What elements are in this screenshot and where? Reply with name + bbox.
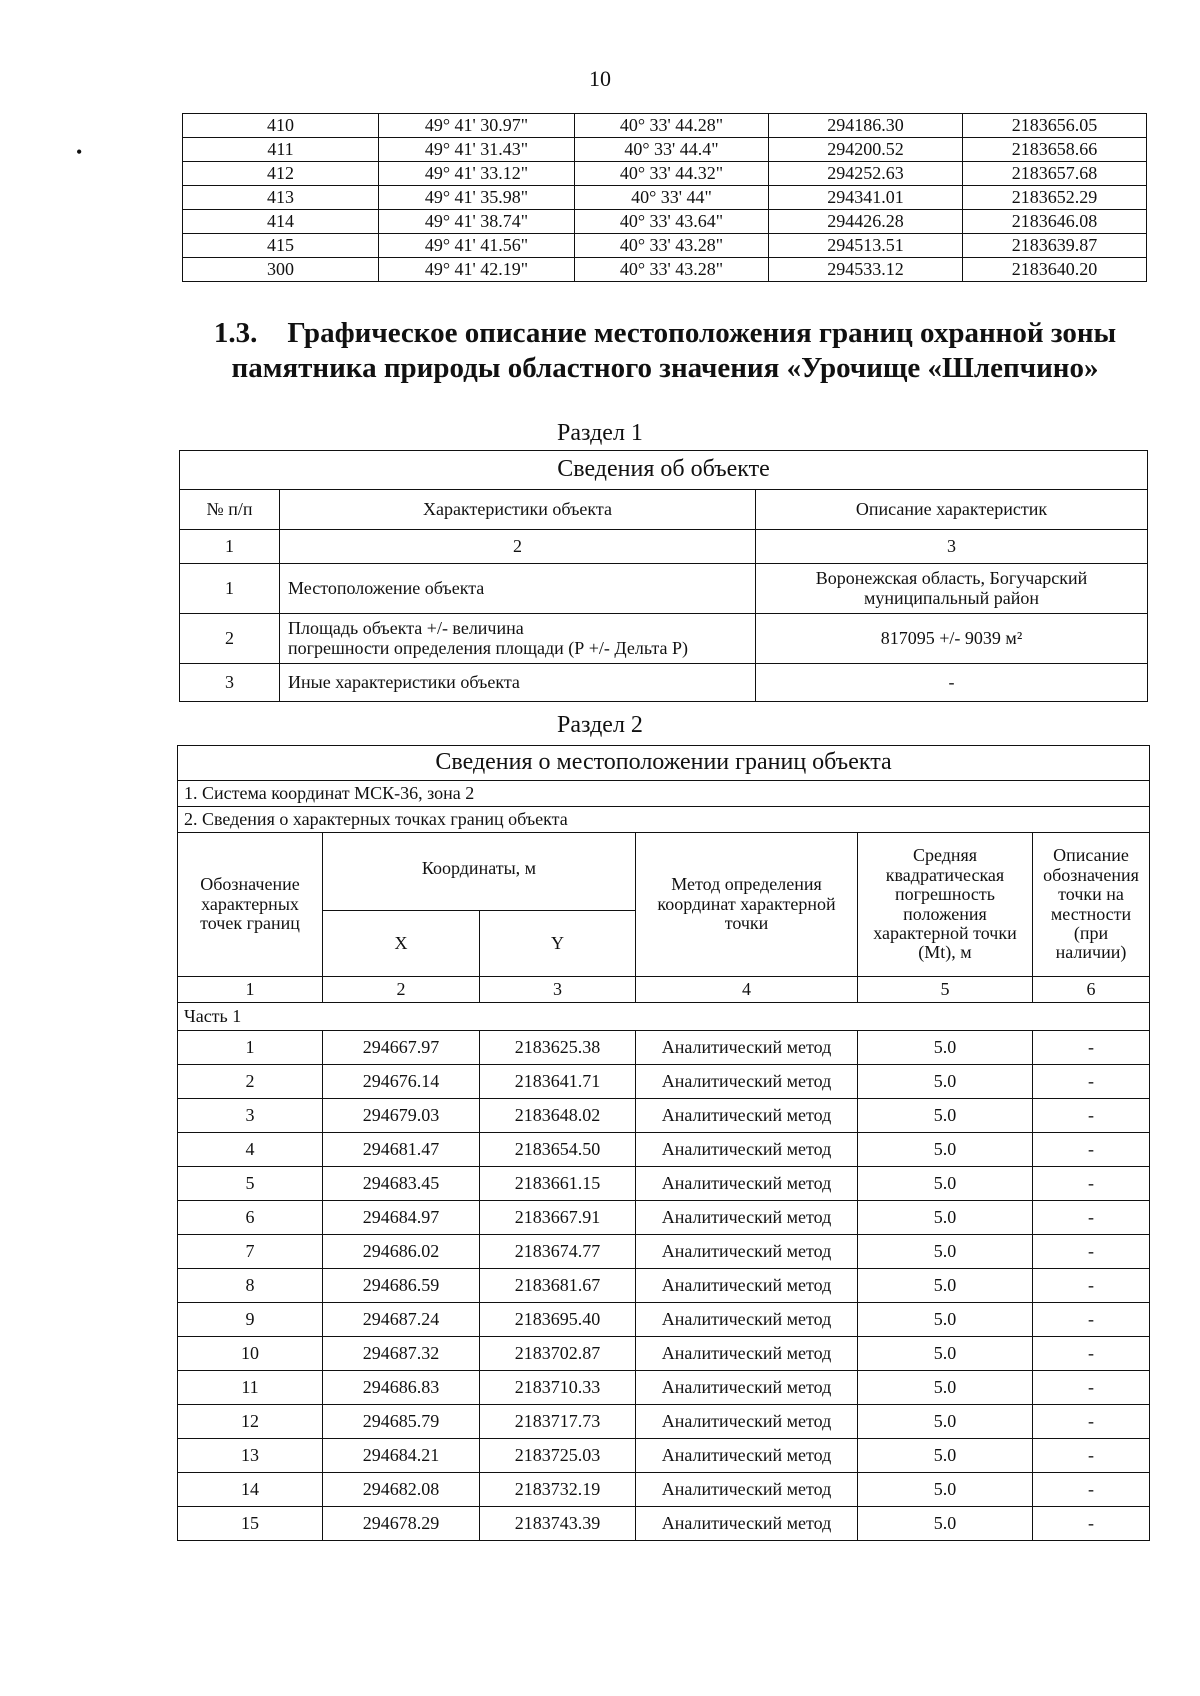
- object-header-number: № п/п: [180, 490, 280, 530]
- location-index-cell: 3: [480, 977, 636, 1003]
- table-cell: 2183732.19: [480, 1473, 636, 1507]
- header-designation-line: Обозначение: [200, 874, 300, 895]
- table-cell: 2183667.91: [480, 1201, 636, 1235]
- header-designation-line: характерных: [201, 893, 299, 914]
- header-error-line: квадратическая: [885, 864, 1005, 885]
- table-cell: -: [1033, 1473, 1150, 1507]
- object-row-name-line1: Площадь объекта +/- величина: [288, 618, 524, 639]
- header-description: [1033, 833, 1150, 977]
- coordinates-cell: 40° 33' 44.28": [575, 114, 769, 138]
- header-method-line: точки: [724, 913, 769, 934]
- table-cell: 2183625.38: [480, 1031, 636, 1065]
- table-cell: -: [1033, 1405, 1150, 1439]
- table-cell: 294676.14: [323, 1065, 480, 1099]
- header-error-line: погрешность: [894, 884, 995, 905]
- table-cell: 2183648.02: [480, 1099, 636, 1133]
- table-cell: 5.0: [858, 1099, 1033, 1133]
- header-coordinates: Координаты, м: [323, 833, 636, 911]
- table-cell: 2183743.39: [480, 1507, 636, 1541]
- page-number: 10: [589, 66, 611, 91]
- table-cell: 2183725.03: [480, 1439, 636, 1473]
- coordinates-cell: 413: [183, 186, 379, 210]
- table-cell: -: [1033, 1303, 1150, 1337]
- coordinates-table-body: [183, 114, 1147, 282]
- table-cell: Аналитический метод: [636, 1337, 858, 1371]
- table-cell: 294685.79: [323, 1405, 480, 1439]
- location-index-cell: 2: [323, 977, 480, 1003]
- object-index-cell: 2: [280, 530, 756, 564]
- coordinates-cell: 412: [183, 162, 379, 186]
- table-cell: 5.0: [858, 1133, 1033, 1167]
- coordinates-row: [183, 258, 1147, 282]
- object-header-characteristics: Характеристики объекта: [280, 490, 756, 530]
- coordinates-cell: 2183639.87: [963, 234, 1147, 258]
- table-cell: -: [1033, 1201, 1150, 1235]
- coordinates-cell: 414: [183, 210, 379, 234]
- table-cell: 294684.21: [323, 1439, 480, 1473]
- coordinates-table: [182, 113, 1147, 282]
- section-title-line1: Графическое описание местоположения границ охранной зоны: [287, 317, 1117, 349]
- coordinates-cell: 294341.01: [769, 186, 963, 210]
- coordinates-cell: 40° 33' 44.4": [575, 138, 769, 162]
- object-row-name: Местоположение объекта: [280, 564, 756, 614]
- object-header-description: Описание характеристик: [756, 490, 1148, 530]
- coordinates-cell: 2183640.20: [963, 258, 1147, 282]
- header-description-line: точки на: [1058, 884, 1124, 905]
- table-cell: 2183710.33: [480, 1371, 636, 1405]
- coordinates-cell: 294533.12: [769, 258, 963, 282]
- table-row: [178, 1201, 1150, 1235]
- coordinates-cell: 294426.28: [769, 210, 963, 234]
- coordinates-cell: 2183656.05: [963, 114, 1147, 138]
- table-cell: 13: [178, 1439, 323, 1473]
- table-cell: 5.0: [858, 1507, 1033, 1541]
- object-row-value: [756, 564, 1148, 614]
- coordinates-cell: 40° 33' 43.28": [575, 234, 769, 258]
- header-method: [636, 833, 858, 977]
- object-row-value: 817095 +/- 9039 м²: [756, 614, 1148, 664]
- header-description-line: (при: [1073, 922, 1109, 943]
- table-cell: -: [1033, 1371, 1150, 1405]
- table-cell: 2183661.15: [480, 1167, 636, 1201]
- coordinates-cell: 40° 33' 43.64": [575, 210, 769, 234]
- object-row-name: [280, 614, 756, 664]
- table-cell: Аналитический метод: [636, 1405, 858, 1439]
- section-title-line2: памятника природы областного значения «Урочище «Шлепчино»: [231, 352, 1099, 385]
- table-cell: Аналитический метод: [636, 1235, 858, 1269]
- table-cell: -: [1033, 1337, 1150, 1371]
- object-row-value: -: [756, 664, 1148, 702]
- header-error-line: (Mt), м: [918, 942, 972, 963]
- coordinates-row: [183, 138, 1147, 162]
- table-cell: Аналитический метод: [636, 1439, 858, 1473]
- table-cell: 4: [178, 1133, 323, 1167]
- boundary-points-table-body: [178, 746, 1150, 1541]
- coordinates-row: [183, 210, 1147, 234]
- table-cell: Аналитический метод: [636, 1507, 858, 1541]
- table-cell: 15: [178, 1507, 323, 1541]
- section-heading-line1: [180, 316, 1150, 351]
- coordinates-cell: 40° 33' 43.28": [575, 258, 769, 282]
- table-cell: 5.0: [858, 1235, 1033, 1269]
- header-description-line: местности: [1050, 903, 1132, 924]
- object-index-cell: 3: [756, 530, 1148, 564]
- table-cell: -: [1033, 1507, 1150, 1541]
- header-description-line: наличии): [1055, 942, 1127, 963]
- table-cell: Аналитический метод: [636, 1167, 858, 1201]
- table-cell: -: [1033, 1235, 1150, 1269]
- table-cell: 7: [178, 1235, 323, 1269]
- coordinates-cell: 49° 41' 31.43": [379, 138, 575, 162]
- header-designation: [178, 833, 323, 977]
- header-description-line: Описание: [1053, 845, 1129, 866]
- table-cell: 11: [178, 1371, 323, 1405]
- table-cell: -: [1033, 1031, 1150, 1065]
- table-cell: -: [1033, 1065, 1150, 1099]
- table-cell: -: [1033, 1167, 1150, 1201]
- header-method-line: Метод определения: [671, 874, 822, 895]
- table-cell: 2183702.87: [480, 1337, 636, 1371]
- table-cell: 294686.83: [323, 1371, 480, 1405]
- table-cell: Аналитический метод: [636, 1133, 858, 1167]
- table-cell: 5.0: [858, 1303, 1033, 1337]
- table-cell: Аналитический метод: [636, 1031, 858, 1065]
- table-cell: 2183695.40: [480, 1303, 636, 1337]
- table-cell: 2183654.50: [480, 1133, 636, 1167]
- table-cell: 5.0: [858, 1031, 1033, 1065]
- location-index-cell: 4: [636, 977, 858, 1003]
- section-number: 1.3.: [213, 317, 258, 349]
- table-cell: 2183681.67: [480, 1269, 636, 1303]
- table-cell: 294681.47: [323, 1133, 480, 1167]
- coordinates-cell: 294513.51: [769, 234, 963, 258]
- coordinates-cell: 49° 41' 42.19": [379, 258, 575, 282]
- location-index-cell: 5: [858, 977, 1033, 1003]
- table-cell: 2183717.73: [480, 1405, 636, 1439]
- object-row-value-line1: Воронежская область, Богучарский: [815, 568, 1088, 589]
- table-cell: 5.0: [858, 1405, 1033, 1439]
- table-cell: 5.0: [858, 1371, 1033, 1405]
- coordinates-cell: 49° 41' 41.56": [379, 234, 575, 258]
- table-cell: 3: [178, 1099, 323, 1133]
- table-cell: 14: [178, 1473, 323, 1507]
- header-error: [858, 833, 1033, 977]
- location-index-cell: 6: [1033, 977, 1150, 1003]
- table-row: [178, 1031, 1150, 1065]
- table-cell: 294686.59: [323, 1269, 480, 1303]
- table-row: [178, 1133, 1150, 1167]
- coordinates-cell: 2183657.68: [963, 162, 1147, 186]
- table-row: [178, 1303, 1150, 1337]
- coordinates-cell: 40° 33' 44.32": [575, 162, 769, 186]
- table-cell: 294678.29: [323, 1507, 480, 1541]
- boundary-points-table: [177, 745, 1150, 1541]
- table-row: [178, 1371, 1150, 1405]
- table-cell: 9: [178, 1303, 323, 1337]
- razdel2-title: Раздел 2: [557, 712, 643, 738]
- table-cell: Аналитический метод: [636, 1303, 858, 1337]
- header-error-line: Средняя: [912, 845, 978, 866]
- table-row: [178, 1065, 1150, 1099]
- table-cell: 1: [178, 1031, 323, 1065]
- table-cell: 294687.32: [323, 1337, 480, 1371]
- coordinates-cell: 410: [183, 114, 379, 138]
- table-cell: 294667.97: [323, 1031, 480, 1065]
- object-row-value-line2: муниципальный район: [864, 587, 1040, 608]
- table-cell: 5.0: [858, 1201, 1033, 1235]
- table-cell: Аналитический метод: [636, 1371, 858, 1405]
- table-cell: 2: [178, 1065, 323, 1099]
- stray-mark: •: [76, 142, 83, 162]
- table-cell: 2183641.71: [480, 1065, 636, 1099]
- table-cell: Аналитический метод: [636, 1201, 858, 1235]
- table-cell: 5.0: [858, 1269, 1033, 1303]
- table-cell: Аналитический метод: [636, 1473, 858, 1507]
- table-cell: 5.0: [858, 1065, 1033, 1099]
- table-cell: 6: [178, 1201, 323, 1235]
- coordinates-cell: 2183658.66: [963, 138, 1147, 162]
- location-table-caption: Сведения о местоположении границ объекта: [178, 746, 1150, 781]
- header-description-line: обозначения: [1043, 864, 1139, 885]
- object-row-name: Иные характеристики объекта: [280, 664, 756, 702]
- table-cell: Аналитический метод: [636, 1099, 858, 1133]
- coordinates-cell: 49° 41' 38.74": [379, 210, 575, 234]
- table-cell: 5.0: [858, 1473, 1033, 1507]
- coordinates-row: [183, 114, 1147, 138]
- table-cell: 5: [178, 1167, 323, 1201]
- header-method-line: координат характерной: [657, 893, 836, 914]
- table-cell: 12: [178, 1405, 323, 1439]
- table-row: [178, 1337, 1150, 1371]
- table-row: [178, 1099, 1150, 1133]
- table-row: [178, 1405, 1150, 1439]
- table-cell: 2183674.77: [480, 1235, 636, 1269]
- object-row-name-line2: погрешности определения площади (Р +/- Дельта Р): [288, 637, 688, 658]
- object-index-cell: 1: [180, 530, 280, 564]
- object-info-table: [179, 450, 1148, 702]
- part-label: Часть 1: [178, 1003, 1150, 1031]
- coordinates-cell: 49° 41' 30.97": [379, 114, 575, 138]
- coordinates-cell: 2183646.08: [963, 210, 1147, 234]
- coordinates-cell: 294200.52: [769, 138, 963, 162]
- coordinates-cell: 49° 41' 33.12": [379, 162, 575, 186]
- coordinates-cell: 2183652.29: [963, 186, 1147, 210]
- header-x: X: [323, 911, 480, 977]
- table-cell: 294686.02: [323, 1235, 480, 1269]
- object-table-caption: Сведения об объекте: [180, 451, 1148, 490]
- object-row-number: 3: [180, 664, 280, 702]
- table-cell: Аналитический метод: [636, 1065, 858, 1099]
- coordinates-row: [183, 162, 1147, 186]
- table-cell: 294683.45: [323, 1167, 480, 1201]
- table-cell: -: [1033, 1133, 1150, 1167]
- table-cell: 294679.03: [323, 1099, 480, 1133]
- table-row: [178, 1269, 1150, 1303]
- table-cell: 294684.97: [323, 1201, 480, 1235]
- table-cell: 294687.24: [323, 1303, 480, 1337]
- table-cell: 5.0: [858, 1439, 1033, 1473]
- table-cell: 5.0: [858, 1337, 1033, 1371]
- table-row: [178, 1439, 1150, 1473]
- header-y: Y: [480, 911, 636, 977]
- header-designation-line: точек границ: [200, 913, 300, 934]
- coordinates-cell: 40° 33' 44": [575, 186, 769, 210]
- table-row: [178, 1235, 1150, 1269]
- table-cell: -: [1033, 1439, 1150, 1473]
- points-caption: 2. Сведения о характерных точках границ объекта: [178, 807, 1150, 833]
- coordinates-row: [183, 234, 1147, 258]
- coordinates-cell: 49° 41' 35.98": [379, 186, 575, 210]
- coordinates-cell: 294186.30: [769, 114, 963, 138]
- coordinates-cell: 294252.63: [769, 162, 963, 186]
- coordinates-cell: 300: [183, 258, 379, 282]
- razdel1-title: Раздел 1: [557, 420, 643, 446]
- table-row: [178, 1167, 1150, 1201]
- object-row-number: 1: [180, 564, 280, 614]
- table-cell: 8: [178, 1269, 323, 1303]
- table-cell: -: [1033, 1099, 1150, 1133]
- header-error-line: положения: [903, 903, 987, 924]
- table-row: [178, 1473, 1150, 1507]
- table-cell: 5.0: [858, 1167, 1033, 1201]
- table-cell: -: [1033, 1269, 1150, 1303]
- table-cell: 294682.08: [323, 1473, 480, 1507]
- table-cell: 10: [178, 1337, 323, 1371]
- coordinates-cell: 415: [183, 234, 379, 258]
- object-row-number: 2: [180, 614, 280, 664]
- table-row: [178, 1507, 1150, 1541]
- coordinates-cell: 411: [183, 138, 379, 162]
- header-error-line: характерной точки: [873, 922, 1017, 943]
- coordinates-row: [183, 186, 1147, 210]
- table-cell: Аналитический метод: [636, 1269, 858, 1303]
- coordinate-system: 1. Система координат МСК-36, зона 2: [178, 781, 1150, 807]
- location-index-cell: 1: [178, 977, 323, 1003]
- section-heading: [180, 316, 1150, 387]
